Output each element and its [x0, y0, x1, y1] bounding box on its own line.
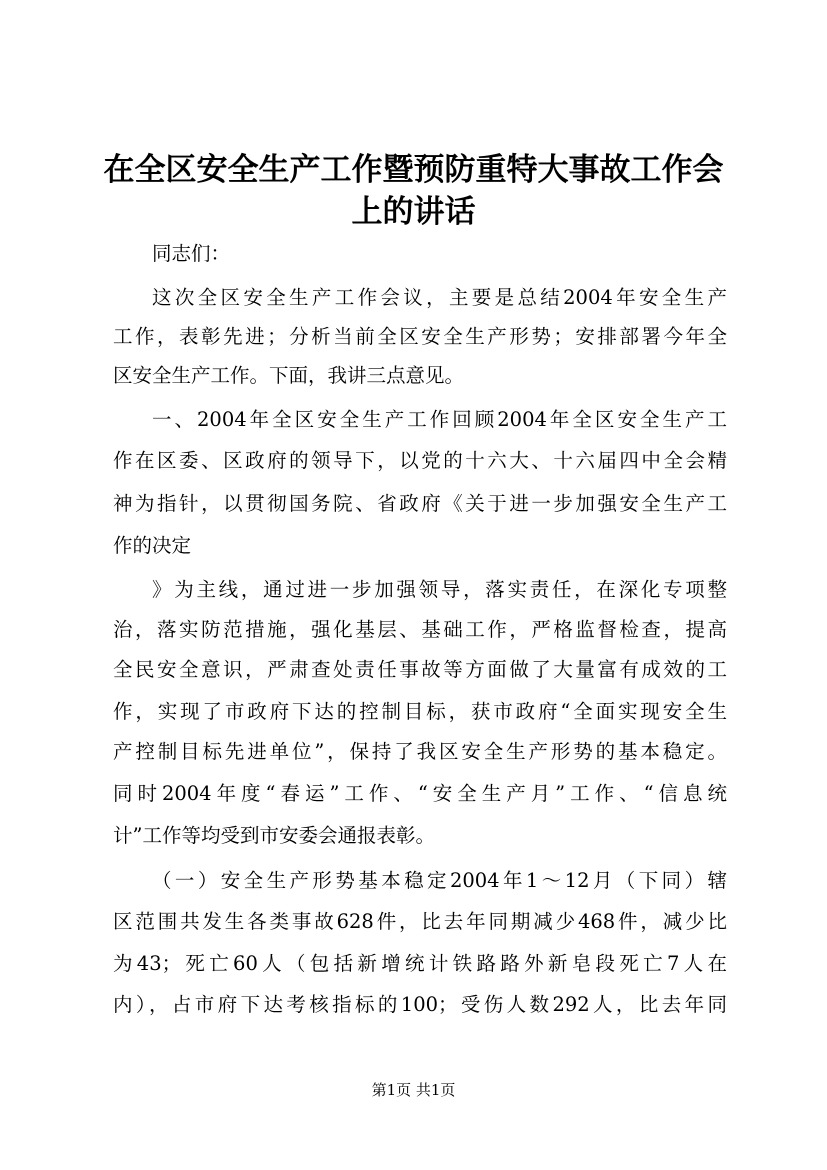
paragraph-3-line-2: 治，落实防范措施，强化基层、基础工作，严格监督检查，提高 — [113, 618, 727, 641]
paragraph-3-line-3: 全民安全意识，严肃查处责任事故等方面做了大量富有成效的工 — [113, 658, 727, 681]
paragraph-4-line-1: （一）安全生产形势基本稳定2004年1～12月（下同）辖 — [152, 869, 727, 892]
paragraph-3-line-6: 同时2004年度“春运”工作、“安全生产月”工作、“信息统 — [113, 782, 727, 805]
paragraph-4-line-2: 区范围共发生各类事故628件，比去年同期减少468件，减少比 — [113, 910, 727, 933]
document-title-line-2: 上的讲话 — [351, 194, 476, 230]
paragraph-1-line-3: 区安全生产工作。下面，我讲三点意见。 — [113, 364, 465, 387]
paragraph-3-line-4: 作，实现了市政府下达的控制目标，获市政府“全面实现安全生 — [113, 700, 727, 723]
greeting: 同志们： — [152, 242, 231, 265]
paragraph-2-line-1: 一、2004年全区安全生产工作回顾2004年全区安全生产工 — [152, 408, 727, 431]
paragraph-3-line-5: 产控制目标先进单位”，保持了我区安全生产形势的基本稳定。 — [113, 740, 727, 763]
paragraph-2-line-3: 神为指针，以贯彻国务院、省政府《关于进一步加强安全生产工 — [113, 492, 727, 515]
document-title-line-1: 在全区安全生产工作暨预防重特大事故工作会 — [103, 152, 724, 188]
paragraph-3-line-7: 计”工作等均受到市安委会通报表彰。 — [113, 824, 435, 847]
paragraph-1-line-2: 工作，表彰先进；分析当前全区安全生产形势；安排部署今年全 — [113, 325, 727, 348]
paragraph-4-line-3: 为43；死亡60人（包括新增统计铁路路外新皂段死亡7人在 — [113, 952, 727, 975]
paragraph-4-line-4: 内），占市府下达考核指标的100；受伤人数292人，比去年同 — [113, 993, 727, 1016]
page-number-footer: 第1页 共1页 — [371, 1081, 456, 1099]
paragraph-3-line-1: 》为主线，通过进一步加强领导，落实责任，在深化专项整 — [152, 578, 727, 601]
paragraph-2-line-4: 作的决定 — [113, 534, 192, 557]
paragraph-1-line-1: 这次全区安全生产工作会议，主要是总结2004年安全生产 — [152, 286, 727, 309]
paragraph-2-line-2: 作在区委、区政府的领导下，以党的十六大、十六届四中全会精 — [113, 449, 727, 472]
